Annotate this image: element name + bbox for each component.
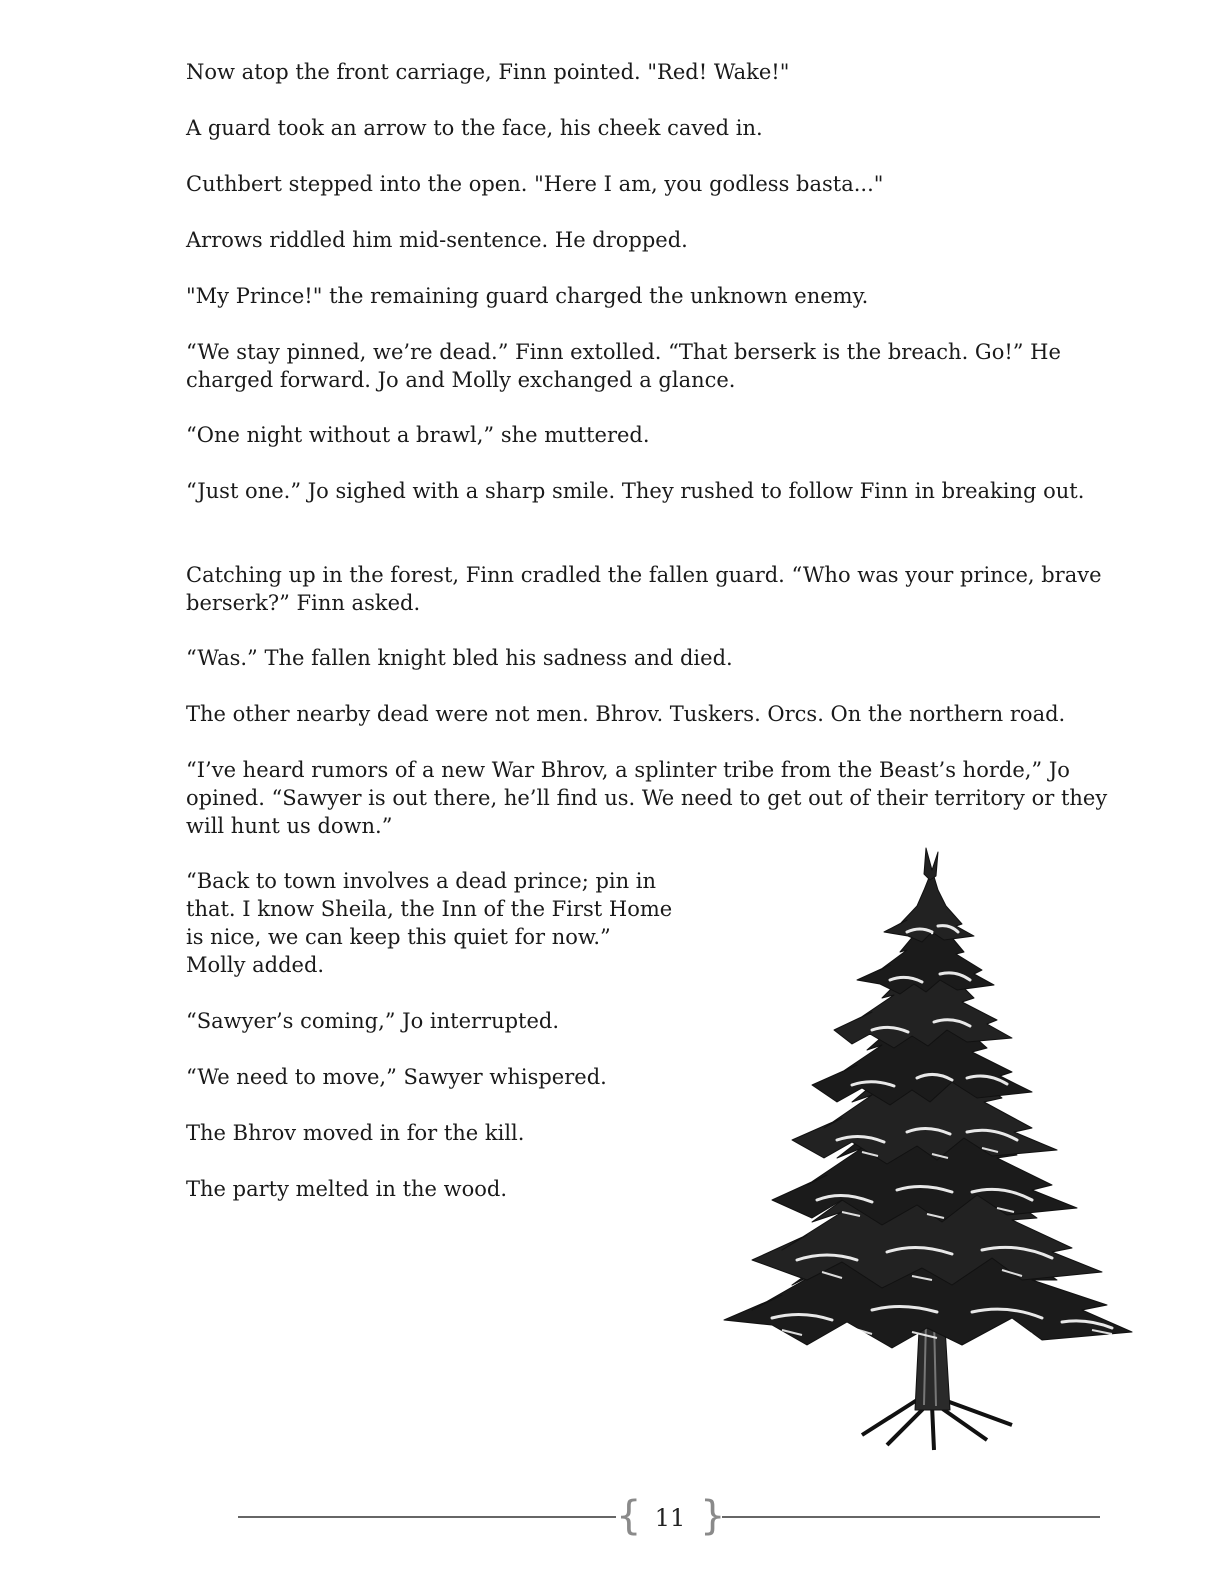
left-brace-icon: { xyxy=(616,1493,642,1539)
paragraph-1: Now atop the front carriage, Finn pointed. "Red! Wake!" xyxy=(186,60,790,84)
paragraph-16: The Bhrov moved in for the kill. xyxy=(186,1121,525,1145)
right-brace-icon: } xyxy=(700,1493,726,1539)
page-number: 11 xyxy=(654,1504,686,1532)
paragraph-5: "My Prince!" the remaining guard charged the unknown enemy. xyxy=(186,284,869,308)
paragraph-12: “I’ve heard rumors of a new War Bhrov, a splinter tribe from the Beast’s horde,” Jo opined. “Sawyer is out there, he’ll find us. We need to get out of their territory or they will hunt us down.” xyxy=(186,758,1108,838)
paragraph-15: “We need to move,” Sawyer whispered. xyxy=(186,1065,607,1089)
paragraph-13: “Back to town involves a dead prince; pin in that. I know Sheila, the Inn of the First Home is nice, we can keep this quiet for now.” Molly added. xyxy=(186,869,673,977)
footer-rule-right xyxy=(722,1516,1100,1518)
paragraph-8: “Just one.” Jo sighed with a sharp smile. They rushed to follow Finn in breaking out. xyxy=(186,479,1085,503)
footer-rule-left xyxy=(238,1516,616,1518)
paragraph-11: The other nearby dead were not men. Bhrov. Tuskers. Orcs. On the northern road. xyxy=(186,702,1066,726)
paragraph-10: “Was.” The fallen knight bled his sadness and died. xyxy=(186,646,733,670)
paragraph-17: The party melted in the wood. xyxy=(186,1177,508,1201)
paragraph-7: “One night without a brawl,” she muttered. xyxy=(186,423,650,447)
pine-tree-illustration xyxy=(712,840,1142,1460)
paragraph-9: Catching up in the forest, Finn cradled the fallen guard. “Who was your prince, brave berserk?” Finn asked. xyxy=(186,563,1102,615)
paragraph-6: “We stay pinned, we’re dead.” Finn extolled. “That berserk is the breach. Go!” He charged forward. Jo and Molly exchanged a glance. xyxy=(186,340,1061,392)
paragraph-14: “Sawyer’s coming,” Jo interrupted. xyxy=(186,1009,560,1033)
paragraph-4: Arrows riddled him mid-sentence. He dropped. xyxy=(186,228,688,252)
paragraph-3: Cuthbert stepped into the open. "Here I am, you godless basta..." xyxy=(186,172,884,196)
paragraph-2: A guard took an arrow to the face, his cheek caved in. xyxy=(186,116,763,140)
